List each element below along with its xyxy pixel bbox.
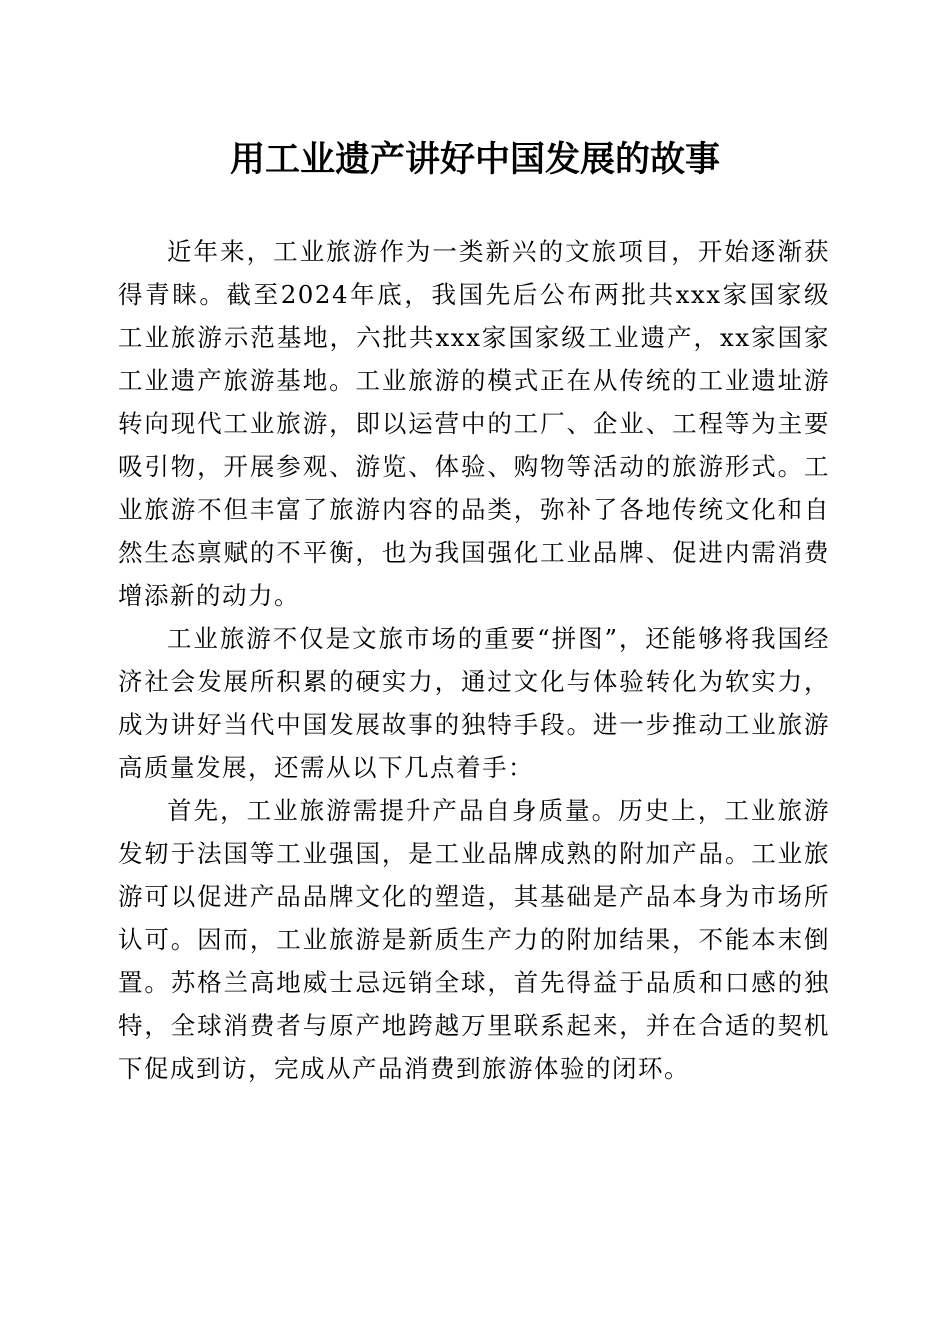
paragraph-2: 工业旅游不仅是文旅市场的重要“拼图”，还能够将我国经济社会发展所积累的硬实力，通过文化与体验转化为软实力，成为讲好当代中国发展故事的独特手段。进一步推动工业旅游高质量发展，还需从以下几点着手： — [118, 624, 830, 782]
document-body — [118, 230, 830, 1090]
document-title: 用工业遗产讲好中国发展的故事 — [229, 139, 720, 180]
paragraph-1: 近年来，工业旅游作为一类新兴的文旅项目，开始逐渐获得青睐。截至2024年底，我国先后公布两批共xxx家国家级工业旅游示范基地，六批共xxx家国家级工业遗产，xx家国家工业遗产旅游基地。工业旅游的模式正在从传统的工业遗址游转向现代工业旅游，即以运营中的工厂、企业、工程等为主要吸引物，开展参观、游览、体验、购物等活动的旅游形式。工业旅游不但丰富了旅游内容的品类，弥补了各地传统文化和自然生态禀赋的不平衡，也为我国强化工业品牌、促进内需消费增添新的动力。 — [118, 237, 830, 610]
paragraph-3: 首先，工业旅游需提升产品自身质量。历史上，工业旅游发轫于法国等工业强国，是工业品牌成熟的附加产品。工业旅游可以促进产品品牌文化的塑造，其基础是产品本身为市场所认可。因而，工业旅游是新质生产力的附加结果，不能本末倒置。苏格兰高地威士忌远销全球，首先得益于品质和口感的独特，全球消费者与原产地跨越万里联系起来，并在合适的契机下促成到访，完成从产品消费到旅游体验的闭环。 — [118, 796, 830, 1083]
